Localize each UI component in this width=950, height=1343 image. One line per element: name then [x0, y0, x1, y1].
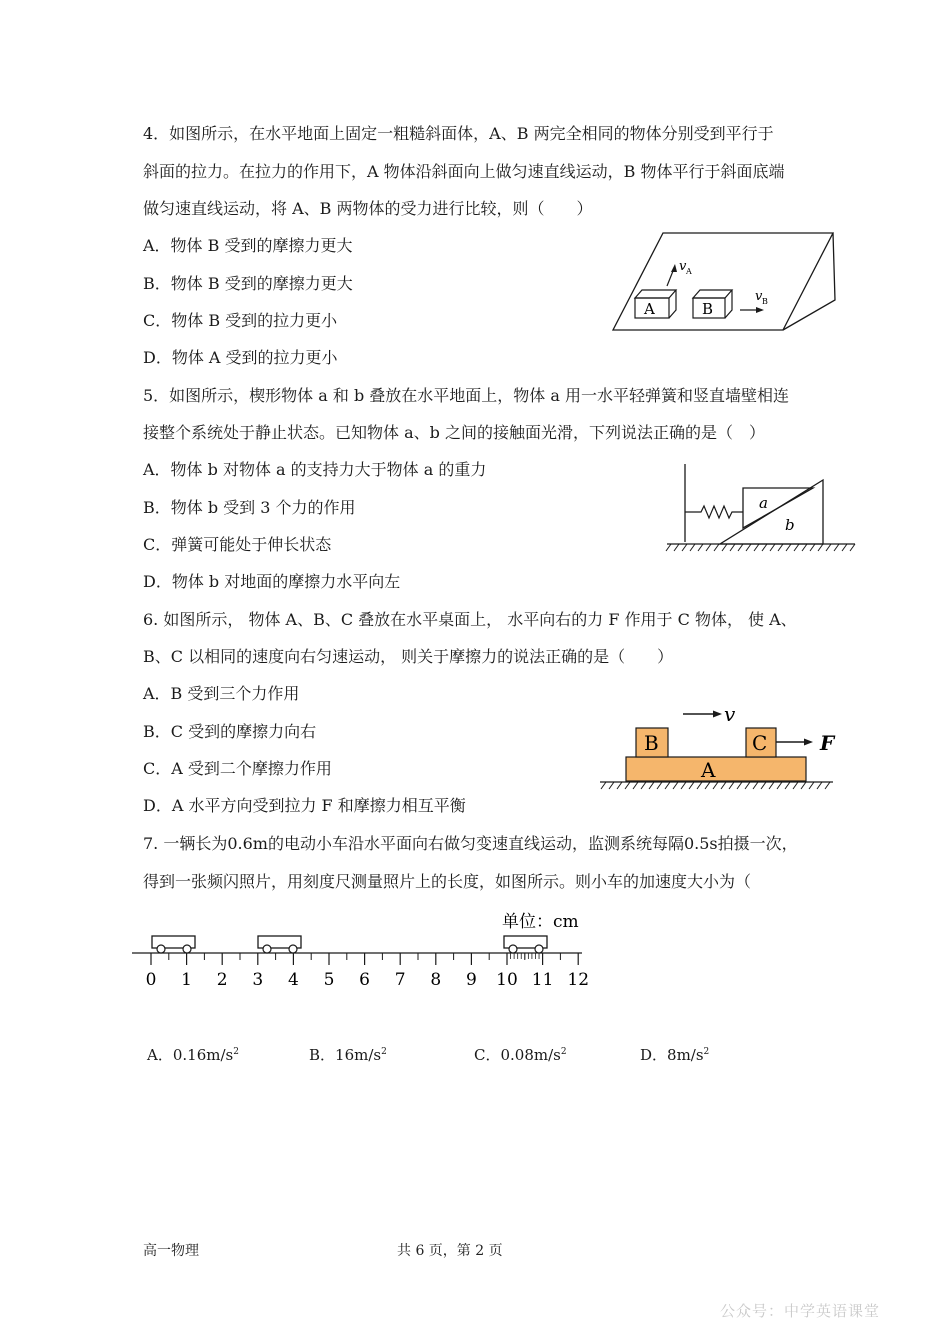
q7-option-d: D．$8m/s^2$ [640, 1046, 710, 1064]
car-1 [152, 936, 195, 953]
q4-line-1: 4．如图所示，在水平地面上固定一粗糙斜面体，A、B 两完全相同的物体分别受到平行于 [143, 124, 774, 143]
car-2 [258, 936, 301, 953]
ruler-tick-label: 5 [323, 970, 335, 990]
footer-page: 共 6 页，第 2 页 [397, 1243, 503, 1259]
q7-line-2: 得到一张频闪照片，用刻度尺测量照片上的长度，如图所示。则小车的加速度大小为（ [143, 872, 752, 891]
ruler-tick-label: 12 [567, 970, 590, 990]
block-b-label: B [702, 300, 714, 318]
q7-option-b: B．$16m/s^2$ [309, 1046, 387, 1064]
footer-subject: 高一物理 [143, 1243, 199, 1259]
q4-option-c: C．物体 B 受到的拉力更小 [143, 311, 338, 330]
q6-option-a: A．B 受到三个力作用 [143, 684, 300, 703]
block-a [626, 757, 806, 781]
q4-line-3: 做匀速直线运动，将 A、B 两物体的受力进行比较，则（ ） [143, 199, 593, 218]
q7-option-a: A．$0.16m/s^2$ [147, 1046, 239, 1064]
wedge-a-label: a [759, 494, 768, 512]
q4-incline-figure [605, 228, 845, 338]
q4-option-d: D．物体 A 受到的拉力更小 [143, 348, 338, 367]
wedge-b-label: b [785, 516, 795, 534]
q5-line-1: 5．如图所示，楔形物体 a 和 b 叠放在水平地面上，物体 a 用一水平轻弹簧和竖直墙壁相连 [143, 386, 790, 405]
q5-wedge-figure [665, 462, 860, 554]
wedge-a [743, 488, 813, 528]
ruler-tick-label: 3 [252, 970, 264, 990]
block-c-label: C [752, 731, 768, 755]
velocity-label: v [724, 702, 736, 726]
ruler-tick-label: 7 [394, 970, 406, 990]
block-b-label: B [644, 731, 659, 755]
ruler-tick-label: 4 [287, 970, 299, 990]
block-a-label: A [644, 300, 655, 318]
spring [685, 506, 743, 518]
q7-line-1: 7. 一辆长为0.6m的电动小车沿水平面向右做匀变速直线运动，监测系统每隔0.5s拍摄一次， [143, 834, 798, 853]
q6-blocks-figure [598, 702, 843, 794]
q5-option-d: D．物体 b 对地面的摩擦力水平向左 [143, 572, 401, 591]
q6-option-c: C．A 受到二个摩擦力作用 [143, 759, 332, 778]
block-a [635, 290, 676, 318]
ruler-tick-label: 9 [465, 970, 477, 990]
ruler-tick-label: 1 [181, 970, 193, 990]
q7-option-c: C．$0.08m/s^2$ [474, 1046, 567, 1064]
q5-option-a: A．物体 b 对物体 a 的支持力大于物体 a 的重力 [143, 460, 487, 479]
q6-option-b: B．C 受到的摩擦力向右 [143, 722, 317, 741]
ruler-unit: 单位：cm [502, 912, 579, 932]
va-label: v [679, 259, 687, 274]
va-sub: A [686, 267, 692, 276]
ruler-tick-label: 8 [430, 970, 442, 990]
q6-line-2: B、C 以相同的速度向右匀速运动， 则关于摩擦力的说法正确的是（ ） [143, 647, 674, 666]
vb-label: v [755, 289, 763, 304]
q5-option-b: B．物体 b 受到 3 个力的作用 [143, 498, 356, 517]
ruler-tick-label: 10 [496, 970, 518, 990]
ruler-tick-label: 2 [216, 970, 228, 990]
force-label: F [820, 731, 835, 755]
vb-sub: B [762, 297, 768, 306]
q6-line-1: 6. 如图所示， 物体 A、B、C 叠放在水平桌面上， 水平向右的力 F 作用于 C 物体， 使 A、 [143, 610, 797, 629]
watermark: 公众号：中学英语课堂 [719, 1302, 880, 1320]
q4-line-2: 斜面的拉力。在拉力的作用下，A 物体沿斜面向上做匀速直线运动，B 物体平行于斜面底端 [143, 162, 785, 181]
q6-option-d: D．A 水平方向受到拉力 F 和摩擦力相互平衡 [143, 796, 466, 815]
block-b [693, 290, 732, 318]
block-a-label: A [701, 758, 716, 782]
car-3 [504, 936, 547, 953]
q4-option-b: B．物体 B 受到的摩擦力更大 [143, 274, 353, 293]
q5-line-2: 接整个系统处于静止状态。已知物体 a、b 之间的接触面光滑，下列说法正确的是（ ） [143, 423, 765, 442]
ruler-tick-label: 6 [359, 970, 371, 990]
q5-option-c: C．弹簧可能处于伸长状态 [143, 535, 332, 554]
q7-ruler-figure [130, 905, 600, 1000]
q4-option-a: A．物体 B 受到的摩擦力更大 [143, 236, 353, 255]
ruler-tick-label: 11 [531, 970, 554, 990]
ruler-tick-label: 0 [145, 970, 157, 990]
